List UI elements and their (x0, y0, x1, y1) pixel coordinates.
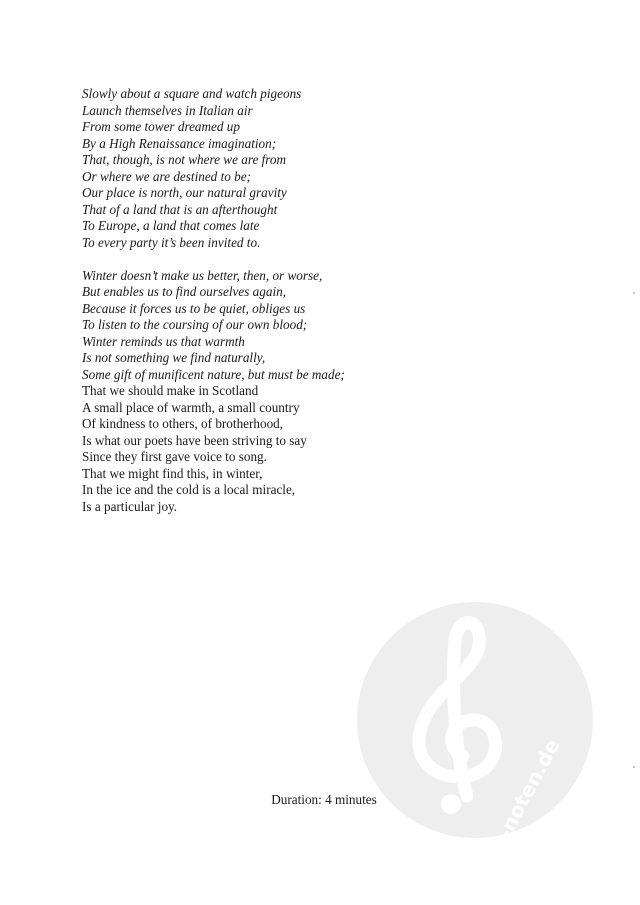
poem-line: Is a particular joy. (82, 498, 178, 514)
poem-line: In the ice and the cold is a local miracle, (82, 482, 296, 497)
poem-line: From some tower dreamed up (82, 119, 240, 134)
poem-line: Some gift of munificent nature, but must be made; (82, 366, 345, 382)
poem-text (82, 86, 482, 532)
poem-line: To listen to the coursing of our own blood; (82, 317, 308, 332)
poem-line: But enables us to find ourselves again, (82, 284, 287, 299)
poem-line: Is what our poets have been striving to say (82, 432, 307, 448)
poem-line: Is not something we find naturally, (82, 350, 266, 365)
margin-mark (633, 292, 635, 294)
poem-line: To Europe, a land that comes late (82, 218, 260, 233)
poem-line: That, though, is not where we are from (82, 152, 287, 167)
poem-line: Winter reminds us that warmth (82, 333, 245, 349)
margin-mark (633, 766, 635, 768)
poem-line: That we should make in Scotland (82, 383, 259, 398)
poem-line: That we might find this, in winter, (82, 465, 263, 481)
poem-line: By a High Renaissance imagination; (82, 135, 277, 151)
poem-line: Of kindness to others, of brotherhood, (82, 416, 284, 431)
poem-line: That of a land that is an afterthought (82, 201, 278, 217)
stanza-1 (82, 86, 482, 251)
poem-line: Launch themselves in Italian air (82, 102, 253, 118)
poem-line: A small place of warmth, a small country (82, 399, 300, 415)
duration-text: Duration: 4 minutes (271, 792, 377, 807)
poem-line: Slowly about a square and watch pigeons (82, 86, 302, 101)
poem-line: Since they first gave voice to song. (82, 449, 267, 464)
poem-line: Because it forces us to be quiet, obliges us (82, 300, 306, 316)
poem-line: Winter doesn’t make us better, then, or worse, (82, 267, 323, 283)
stanza-2 (82, 268, 482, 516)
poem-line: Our place is north, our natural gravity (82, 185, 287, 200)
poem-line: To every party it’s been invited to. (82, 234, 261, 250)
watermark-text: alle-noten.de (473, 734, 565, 840)
poem-line: Or where we are destined to be; (82, 168, 251, 184)
